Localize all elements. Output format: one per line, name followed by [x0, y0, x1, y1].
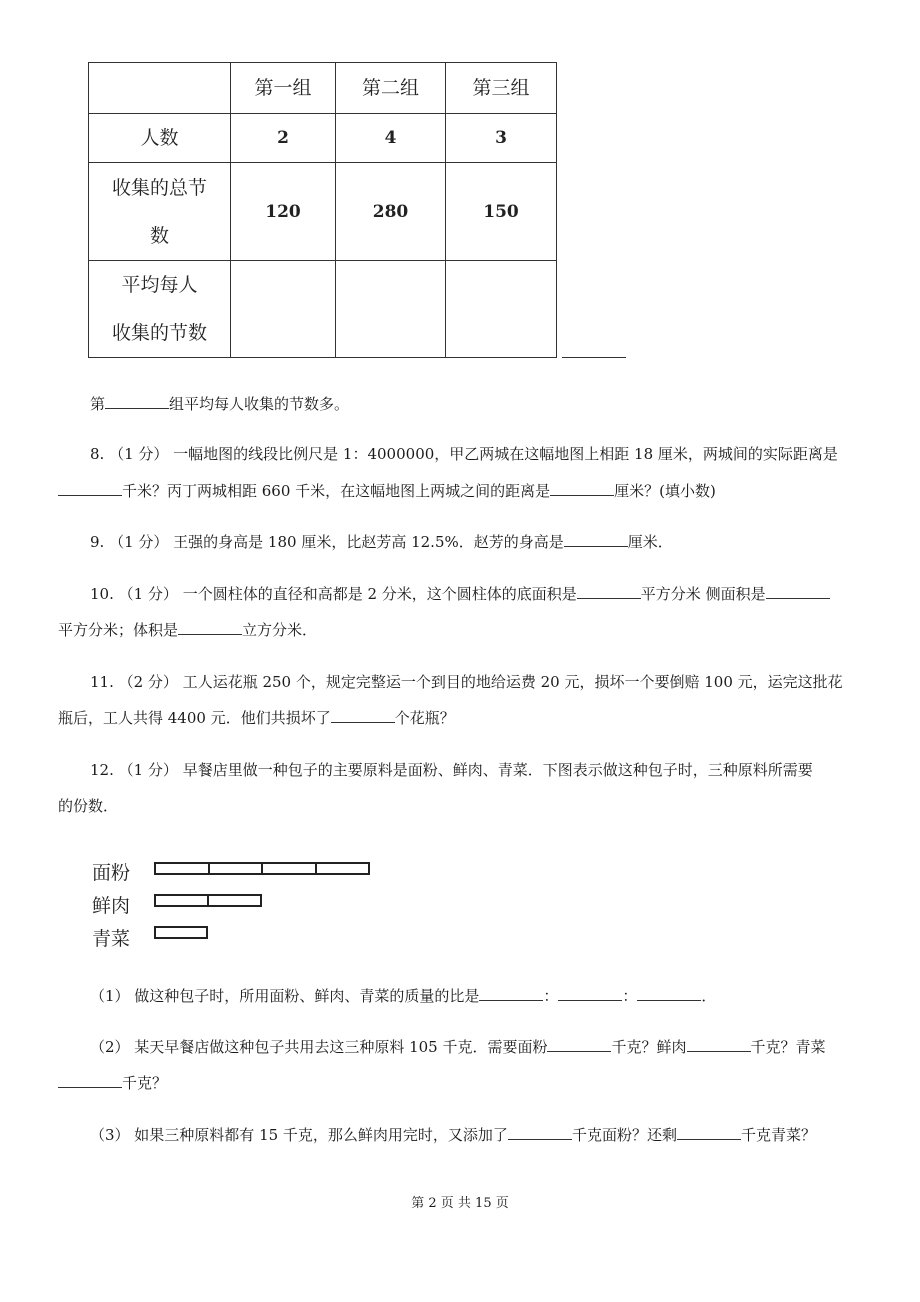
q10-line1	[90, 584, 830, 604]
answer-blank[interactable]	[766, 597, 830, 599]
answer-blank[interactable]	[547, 1050, 611, 1052]
table-row-label	[89, 163, 231, 261]
table-corner-cell	[89, 63, 231, 114]
answer-blank[interactable]	[637, 999, 701, 1001]
chart-bar-meat	[154, 894, 262, 907]
table-row	[89, 114, 557, 163]
chart-label: 面粉	[92, 862, 131, 884]
table-cell: 4	[336, 114, 446, 163]
chart-bar-segment	[156, 864, 210, 873]
answer-blank[interactable]	[331, 721, 395, 723]
table-row-label: 人数	[89, 114, 231, 163]
answer-blank[interactable]	[558, 999, 622, 1001]
chart-bar-segment	[156, 896, 209, 905]
q10-text: 平方分米 侧面积是	[640, 585, 766, 603]
q12-line2: 的份数．	[58, 797, 119, 815]
data-table	[88, 62, 557, 358]
sub1-colon: ：	[622, 987, 638, 1005]
table-header-row	[89, 63, 557, 114]
sub3-text: 千克青菜？	[740, 1126, 816, 1144]
answer-blank[interactable]	[550, 494, 614, 496]
answer-blank[interactable]	[677, 1138, 741, 1140]
table-header: 第二组	[336, 63, 446, 114]
q11-text: 瓶后，工人共得 4400 元．他们共损坏了	[58, 709, 331, 727]
table-cell: 120	[231, 163, 336, 261]
table-cell: 2	[231, 114, 336, 163]
sub2-text: 千克？	[122, 1074, 168, 1092]
q8-line2	[58, 481, 716, 501]
chart-bar-flour	[154, 862, 370, 875]
q8-line1: 8. （1 分） 一幅地图的线段比例尺是 1：4000000，甲乙两城在这幅地图上相距 18 厘米，两城间的实际距离是	[90, 445, 838, 463]
q8-text: 千米？丙丁两城相距 660 千米，在这幅地图上两城之间的距离是	[122, 482, 551, 500]
table-row-label-line: 数	[149, 224, 169, 247]
chart-bar-vegetable	[154, 926, 208, 939]
q7-line	[90, 394, 349, 414]
q7-prefix: 第	[90, 395, 106, 413]
sub1-line	[90, 986, 716, 1006]
q9-line	[90, 532, 673, 552]
chart-bar-segment	[209, 896, 260, 905]
table-row	[89, 261, 557, 358]
q8-text: 厘米？(填小数)	[614, 482, 716, 500]
answer-blank[interactable]	[508, 1138, 572, 1140]
q10-line2	[58, 620, 317, 640]
answer-blank[interactable]	[562, 357, 626, 358]
table-row-label-line: 收集的节数	[111, 322, 207, 344]
sub2-text: 千克？鲜肉	[611, 1038, 687, 1056]
table-header: 第三组	[446, 63, 557, 114]
answer-blank[interactable]	[58, 494, 122, 496]
page-footer: 第 2 页 共 15 页	[411, 1196, 509, 1211]
table-row-label	[89, 261, 231, 358]
answer-blank[interactable]	[178, 633, 242, 635]
table-cell-empty[interactable]	[231, 261, 336, 358]
sub2-text: 千克？青菜	[750, 1038, 826, 1056]
table-cell: 3	[446, 114, 557, 163]
chart-bar-segment	[263, 864, 317, 873]
q9-text: 厘米．	[627, 533, 673, 551]
q10-text: 平方分米；体积是	[58, 621, 179, 639]
sub2-line1	[90, 1037, 826, 1057]
q11-line1: 11. （2 分） 工人运花瓶 250 个，规定完整运一个到目的地给运费 20 元，损坏一个要倒赔 100 元，运完这批花	[90, 673, 843, 691]
q10-text: 立方分米．	[242, 621, 318, 639]
answer-blank[interactable]	[687, 1050, 751, 1052]
chart-bar-segment	[210, 864, 264, 873]
answer-blank[interactable]	[564, 545, 628, 547]
table-row-label-line: 平均每人	[121, 274, 198, 296]
sub1-colon: ：	[543, 987, 559, 1005]
table-header: 第一组	[231, 63, 336, 114]
table-cell: 280	[336, 163, 446, 261]
chart-label: 鲜肉	[92, 895, 131, 917]
q9-text: 9. （1 分） 王强的身高是 180 厘米，比赵芳高 12.5%．赵芳的身高是	[90, 533, 564, 551]
q11-line2	[58, 708, 455, 728]
answer-blank[interactable]	[479, 999, 543, 1001]
sub2-line2	[58, 1073, 167, 1093]
answer-blank[interactable]	[105, 407, 169, 409]
table-cell-empty[interactable]	[446, 261, 557, 358]
chart-bar-segment	[156, 928, 206, 937]
q11-text: 个花瓶？	[394, 709, 455, 727]
table-cell: 150	[446, 163, 557, 261]
sub1-end: ．	[701, 987, 717, 1005]
sub3-line	[90, 1125, 816, 1145]
sub3-text: （3） 如果三种原料都有 15 千克，那么鲜肉用完时，又添加了	[90, 1126, 508, 1144]
table-row-label-line: 收集的总节	[111, 176, 207, 199]
chart-label: 青菜	[92, 928, 131, 950]
sub1-text: （1） 做这种包子时，所用面粉、鲜肉、青菜的质量的比是	[90, 987, 480, 1005]
sub2-text: （2） 某天早餐店做这种包子共用去这三种原料 105 千克．需要面粉	[90, 1038, 548, 1056]
sub3-text: 千克面粉？还剩	[571, 1126, 677, 1144]
answer-blank[interactable]	[577, 597, 641, 599]
q10-text: 10. （1 分） 一个圆柱体的直径和高都是 2 分米，这个圆柱体的底面积是	[90, 585, 577, 603]
q7-suffix: 组平均每人收集的节数多。	[169, 395, 350, 413]
q12-line1: 12. （1 分） 早餐店里做一种包子的主要原料是面粉、鲜肉、青菜．下图表示做这种包子时，三种原料所需要	[90, 761, 813, 779]
table-cell-empty[interactable]	[336, 261, 446, 358]
chart-bar-segment	[317, 864, 369, 873]
answer-blank[interactable]	[58, 1086, 122, 1088]
table-row	[89, 163, 557, 261]
